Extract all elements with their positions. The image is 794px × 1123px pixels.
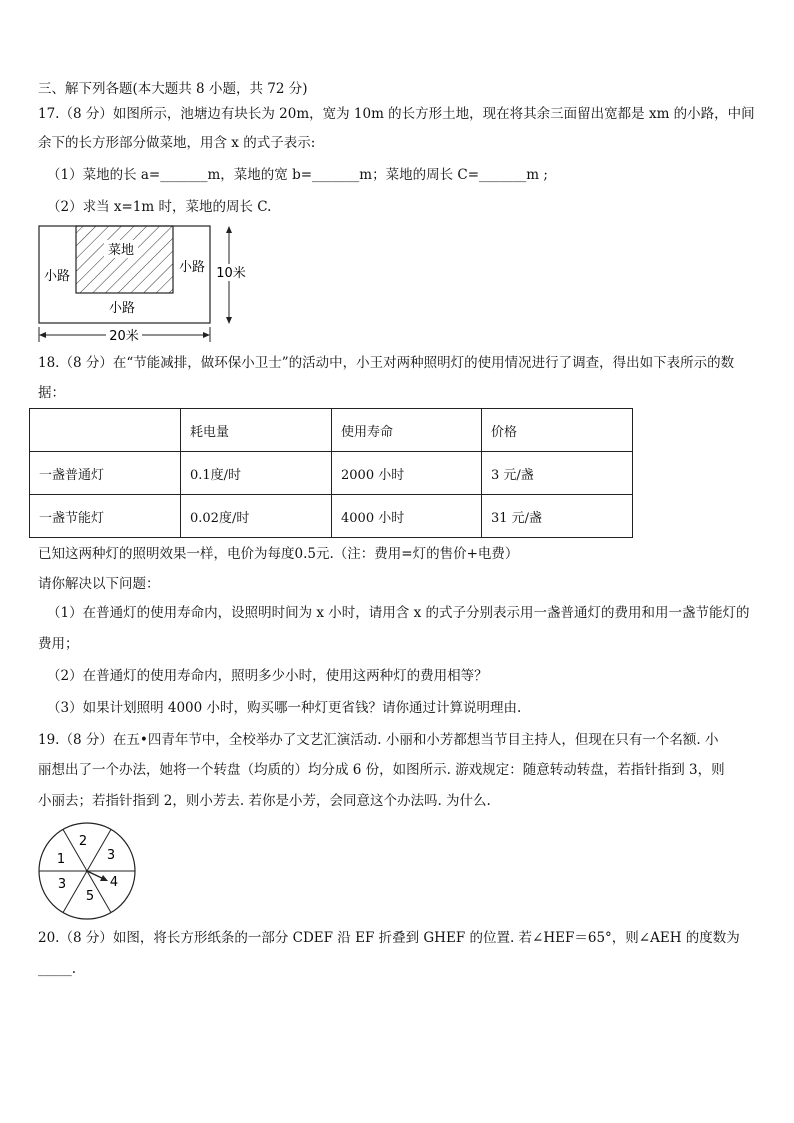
spinner-segment-label: 1 [56, 852, 66, 867]
table-header-cell: 价格 [482, 409, 633, 452]
spinner-segment-label: 4 [109, 875, 119, 890]
width-label: 10米 [216, 266, 246, 281]
q18-line1: 18.（8 分）在“节能减排，做环保小卫士”的活动中，小王对两种照明灯的使用情况进行了调查，得出如下表所示的数 [38, 355, 735, 371]
table-header-row [30, 409, 633, 452]
q18-line2: 据： [38, 385, 65, 401]
q19-line1: 19.（8 分）在五•四青年节中，全校举办了文艺汇演活动. 小丽和小芳都想当节目主持人，但现在只有一个名额. 小 [38, 732, 719, 748]
table-cell: 3 元/盏 [482, 452, 633, 495]
q19-line2: 丽想出了一个办法，她将一个转盘（均质的）均分成 6 份，如图所示. 游戏规定：随意转动转盘，若指针指到 3，则 [38, 762, 725, 778]
q17-part1: （1）菜地的长 a=_______m，菜地的宽 b=_______m；菜地的周长 C=_______m ; [47, 167, 548, 183]
q20-line2: _____. [38, 961, 77, 977]
table-cell: 0.02度/时 [181, 495, 332, 538]
lamp-table [29, 408, 633, 538]
q17-line2: 余下的长方形部分做菜地，用含 x 的式子表示: [38, 135, 316, 151]
q17-line1: 17.（8 分）如图所示，池塘边有块长为 20m，宽为 10m 的长方形土地，现在将其余三面留出宽都是 xm 的小路，中间 [38, 106, 755, 122]
vegetable-label: 菜地 [107, 243, 135, 258]
spinner-figure [36, 820, 138, 922]
table-row [30, 495, 633, 538]
length-label: 20米 [109, 329, 139, 344]
q19-line3: 小丽去；若指针指到 2，则小芳去. 若你是小芳，会同意这个办法吗. 为什么. [38, 793, 491, 809]
q18-prompt: 请你解决以下问题： [38, 576, 160, 592]
table-cell: 31 元/盏 [482, 495, 633, 538]
path-bottom-label: 小路 [108, 301, 136, 316]
q18-part2: （2）在普通灯的使用寿命内，照明多少小时，使用这两种灯的费用相等？ [47, 668, 488, 684]
q18-part1-line1: （1）在普通灯的使用寿命内，设照明时间为 x 小时，请用含 x 的式子分别表示用一盏普通灯的费用和用一盏节能灯的 [47, 605, 750, 621]
vegetable-plot [76, 226, 173, 293]
section-title: 三、解下列各题(本大题共 8 小题，共 72 分) [38, 81, 308, 97]
q18-note: 已知这两种灯的照明效果一样，电价为每度0.5元.（注：费用=灯的售价+电费） [38, 546, 519, 562]
q20-line1: 20.（8 分）如图，将长方形纸条的一部分 CDEF 沿 EF 折叠到 GHEF 的位置. 若∠HEF＝65°，则∠AEH 的度数为 [38, 930, 740, 946]
path-right-label: 小路 [178, 260, 206, 275]
table-cell: 2000 小时 [332, 452, 482, 495]
table-cell: 一盏节能灯 [30, 495, 181, 538]
table-row [30, 452, 633, 495]
path-left-label: 小路 [43, 269, 71, 284]
q18-part1-line2: 费用； [38, 636, 79, 652]
spinner-segment-label: 3 [106, 848, 116, 863]
spinner-segment-label: 2 [78, 834, 88, 849]
q18-part3: （3）如果计划照明 4000 小时，购买哪一种灯更省钱？请你通过计算说明理由. [47, 700, 522, 716]
table-cell: 一盏普通灯 [30, 452, 181, 495]
table-header-cell: 耗电量 [181, 409, 332, 452]
q17-part2: （2）求当 x=1m 时，菜地的周长 C. [47, 199, 272, 215]
table-header-cell: 使用寿命 [332, 409, 482, 452]
spinner-segment-label: 3 [57, 877, 67, 892]
table-header-cell [30, 409, 181, 452]
table-cell: 0.1度/时 [181, 452, 332, 495]
spinner-segment-label: 5 [85, 889, 95, 904]
q17-figure [36, 222, 248, 346]
table-cell: 4000 小时 [332, 495, 482, 538]
